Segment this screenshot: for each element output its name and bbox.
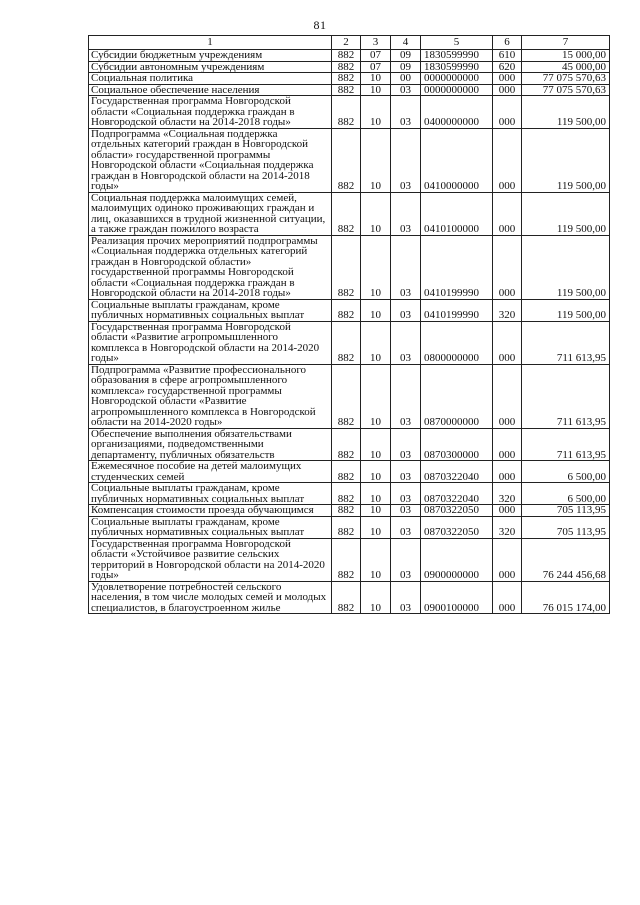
table-row	[89, 73, 610, 85]
row-col-5: 0410199990	[421, 235, 493, 299]
row-col-5: 0870322050	[421, 516, 493, 538]
row-col-5: 1830599990	[421, 50, 493, 62]
row-col-2: 882	[332, 50, 361, 62]
row-col-3: 10	[361, 581, 391, 614]
row-col-2: 882	[332, 192, 361, 235]
row-col-3: 10	[361, 321, 391, 364]
row-name: Ежемесячное пособие на детей малоимущих студенческих семей	[89, 461, 332, 483]
header-col-7: 7	[522, 36, 610, 50]
header-col-1: 1	[89, 36, 332, 50]
row-col-6: 000	[493, 321, 522, 364]
table-row	[89, 516, 610, 538]
page-number: 81	[313, 18, 327, 32]
row-col-4: 03	[391, 321, 421, 364]
row-name: Социальные выплаты гражданам, кроме публичных нормативных социальных выплат	[89, 483, 332, 505]
budget-table	[88, 35, 610, 614]
row-col-4: 03	[391, 235, 421, 299]
row-col-4: 03	[391, 428, 421, 461]
row-col-4: 03	[391, 84, 421, 96]
row-col-6: 000	[493, 505, 522, 517]
row-col-5: 0410100000	[421, 192, 493, 235]
table-row	[89, 84, 610, 96]
row-col-4: 03	[391, 192, 421, 235]
row-col-5: 0870322050	[421, 505, 493, 517]
row-name: Социальная поддержка малоимущих семей, малоимущих одиноко проживающих граждан и лиц, оказавшихся в трудной жизненной ситуации, а также граждан пожилого возраста	[89, 192, 332, 235]
row-name: Государственная программа Новгородской области «Социальная поддержка граждан в Новгородской области на 2014-2018 годы»	[89, 96, 332, 129]
row-col-7: 711 613,95	[522, 321, 610, 364]
row-col-3: 07	[361, 61, 391, 73]
row-col-7: 119 500,00	[522, 192, 610, 235]
row-col-7: 45 000,00	[522, 61, 610, 73]
row-col-6: 000	[493, 128, 522, 192]
row-col-3: 10	[361, 364, 391, 428]
row-col-3: 10	[361, 299, 391, 321]
table-row	[89, 299, 610, 321]
row-col-5: 0000000000	[421, 73, 493, 85]
header-col-6: 6	[493, 36, 522, 50]
table-row	[89, 50, 610, 62]
row-col-6: 000	[493, 235, 522, 299]
table-row	[89, 483, 610, 505]
row-col-7: 119 500,00	[522, 235, 610, 299]
row-col-3: 10	[361, 235, 391, 299]
row-col-6: 000	[493, 84, 522, 96]
row-col-6: 000	[493, 428, 522, 461]
table-row	[89, 505, 610, 517]
row-col-5: 0410199990	[421, 299, 493, 321]
row-col-4: 03	[391, 461, 421, 483]
row-col-6: 610	[493, 50, 522, 62]
row-col-3: 10	[361, 428, 391, 461]
row-col-7: 711 613,95	[522, 428, 610, 461]
row-name: Обеспечение выполнения обязательствами организациями, подведомственными департаменту, публичных обязательств	[89, 428, 332, 461]
row-col-5: 0870000000	[421, 364, 493, 428]
row-col-7: 119 500,00	[522, 128, 610, 192]
row-name: Социальные выплаты гражданам, кроме публичных нормативных социальных выплат	[89, 299, 332, 321]
row-col-6: 000	[493, 364, 522, 428]
row-col-2: 882	[332, 483, 361, 505]
row-col-2: 882	[332, 321, 361, 364]
table-row	[89, 61, 610, 73]
row-col-3: 10	[361, 73, 391, 85]
row-col-5: 1830599990	[421, 61, 493, 73]
row-col-7: 705 113,95	[522, 516, 610, 538]
table-row	[89, 96, 610, 129]
row-col-7: 77 075 570,63	[522, 84, 610, 96]
row-col-5: 0000000000	[421, 84, 493, 96]
row-col-6: 000	[493, 581, 522, 614]
row-col-6: 000	[493, 73, 522, 85]
row-col-7: 76 015 174,00	[522, 581, 610, 614]
row-col-7: 119 500,00	[522, 96, 610, 129]
row-col-2: 882	[332, 461, 361, 483]
row-col-5: 0900100000	[421, 581, 493, 614]
table-row	[89, 428, 610, 461]
table-row	[89, 235, 610, 299]
row-name: Социальные выплаты гражданам, кроме публичных нормативных социальных выплат	[89, 516, 332, 538]
header-col-5: 5	[421, 36, 493, 50]
row-col-2: 882	[332, 61, 361, 73]
row-col-4: 03	[391, 516, 421, 538]
table-row	[89, 128, 610, 192]
row-col-2: 882	[332, 96, 361, 129]
row-col-5: 0870322040	[421, 461, 493, 483]
header-col-4: 4	[391, 36, 421, 50]
row-col-3: 10	[361, 483, 391, 505]
row-col-6: 000	[493, 461, 522, 483]
row-col-4: 03	[391, 128, 421, 192]
row-col-2: 882	[332, 505, 361, 517]
row-col-4: 03	[391, 96, 421, 129]
row-col-7: 76 244 456,68	[522, 538, 610, 581]
row-col-7: 705 113,95	[522, 505, 610, 517]
row-col-3: 07	[361, 50, 391, 62]
row-col-4: 09	[391, 50, 421, 62]
row-col-2: 882	[332, 73, 361, 85]
row-col-4: 03	[391, 581, 421, 614]
row-col-6: 000	[493, 538, 522, 581]
row-col-6: 320	[493, 516, 522, 538]
row-col-4: 03	[391, 505, 421, 517]
row-col-2: 882	[332, 538, 361, 581]
row-name: Государственная программа Новгородской области «Развитие агропромышленного комплекса в Новгородской области на 2014-2020 годы»	[89, 321, 332, 364]
table-row	[89, 321, 610, 364]
row-col-3: 10	[361, 538, 391, 581]
header-col-2: 2	[332, 36, 361, 50]
table-row	[89, 538, 610, 581]
row-name: Субсидии автономным учреждениям	[89, 61, 332, 73]
row-col-4: 00	[391, 73, 421, 85]
row-col-3: 10	[361, 461, 391, 483]
row-name: Субсидии бюджетным учреждениям	[89, 50, 332, 62]
row-name: Социальное обеспечение населения	[89, 84, 332, 96]
row-col-6: 620	[493, 61, 522, 73]
row-col-2: 882	[332, 235, 361, 299]
row-col-3: 10	[361, 96, 391, 129]
header-col-3: 3	[361, 36, 391, 50]
row-col-2: 882	[332, 581, 361, 614]
row-col-3: 10	[361, 192, 391, 235]
row-col-2: 882	[332, 299, 361, 321]
row-col-6: 320	[493, 483, 522, 505]
row-col-4: 09	[391, 61, 421, 73]
row-col-4: 03	[391, 299, 421, 321]
row-col-7: 119 500,00	[522, 299, 610, 321]
row-col-5: 0870300000	[421, 428, 493, 461]
row-col-6: 000	[493, 192, 522, 235]
row-col-5: 0410000000	[421, 128, 493, 192]
row-name: Социальная политика	[89, 73, 332, 85]
row-name: Подпрограмма «Социальная поддержка отдельных категорий граждан в Новгородской области» государственной программы Новгородской области «Социальная поддержка граждан в Новгородской области на 2014-2018 годы»	[89, 128, 332, 192]
row-name: Удовлетворение потребностей сельского населения, в том числе молодых семей и молодых специалистов, в благоустроенном жилье	[89, 581, 332, 614]
row-col-5: 0900000000	[421, 538, 493, 581]
row-col-2: 882	[332, 428, 361, 461]
row-col-3: 10	[361, 84, 391, 96]
row-col-2: 882	[332, 364, 361, 428]
row-col-4: 03	[391, 364, 421, 428]
table-row	[89, 364, 610, 428]
row-col-7: 15 000,00	[522, 50, 610, 62]
row-name: Государственная программа Новгородской области «Устойчивое развитие сельских территорий в Новгородской области на 2014-2020 годы»	[89, 538, 332, 581]
row-col-5: 0800000000	[421, 321, 493, 364]
row-col-7: 6 500,00	[522, 483, 610, 505]
row-col-2: 882	[332, 516, 361, 538]
row-col-2: 882	[332, 128, 361, 192]
row-col-6: 320	[493, 299, 522, 321]
row-col-5: 0400000000	[421, 96, 493, 129]
row-col-5: 0870322040	[421, 483, 493, 505]
row-col-6: 000	[493, 96, 522, 129]
row-col-3: 10	[361, 128, 391, 192]
row-col-7: 711 613,95	[522, 364, 610, 428]
row-name: Подпрограмма «Развитие профессионального образования в сфере агропромышленного комплекса» государственной программы Новгородской области «Развитие агропромышленного комплекса в Новгородской области на 2014-2020 годы»	[89, 364, 332, 428]
table-row	[89, 581, 610, 614]
row-col-7: 6 500,00	[522, 461, 610, 483]
header-row	[89, 36, 610, 50]
table-row	[89, 461, 610, 483]
row-col-4: 03	[391, 483, 421, 505]
row-col-7: 77 075 570,63	[522, 73, 610, 85]
row-col-2: 882	[332, 84, 361, 96]
row-col-3: 10	[361, 516, 391, 538]
row-name: Реализация прочих мероприятий подпрограммы «Социальная поддержка отдельных категорий граждан в Новгородской области» государственной программы Новгородской области «Социальная поддержка граждан в Новгородской области на 2014-2018 годы»	[89, 235, 332, 299]
row-col-4: 03	[391, 538, 421, 581]
row-name: Компенсация стоимости проезда обучающимся	[89, 505, 332, 517]
row-col-3: 10	[361, 505, 391, 517]
table-row	[89, 192, 610, 235]
